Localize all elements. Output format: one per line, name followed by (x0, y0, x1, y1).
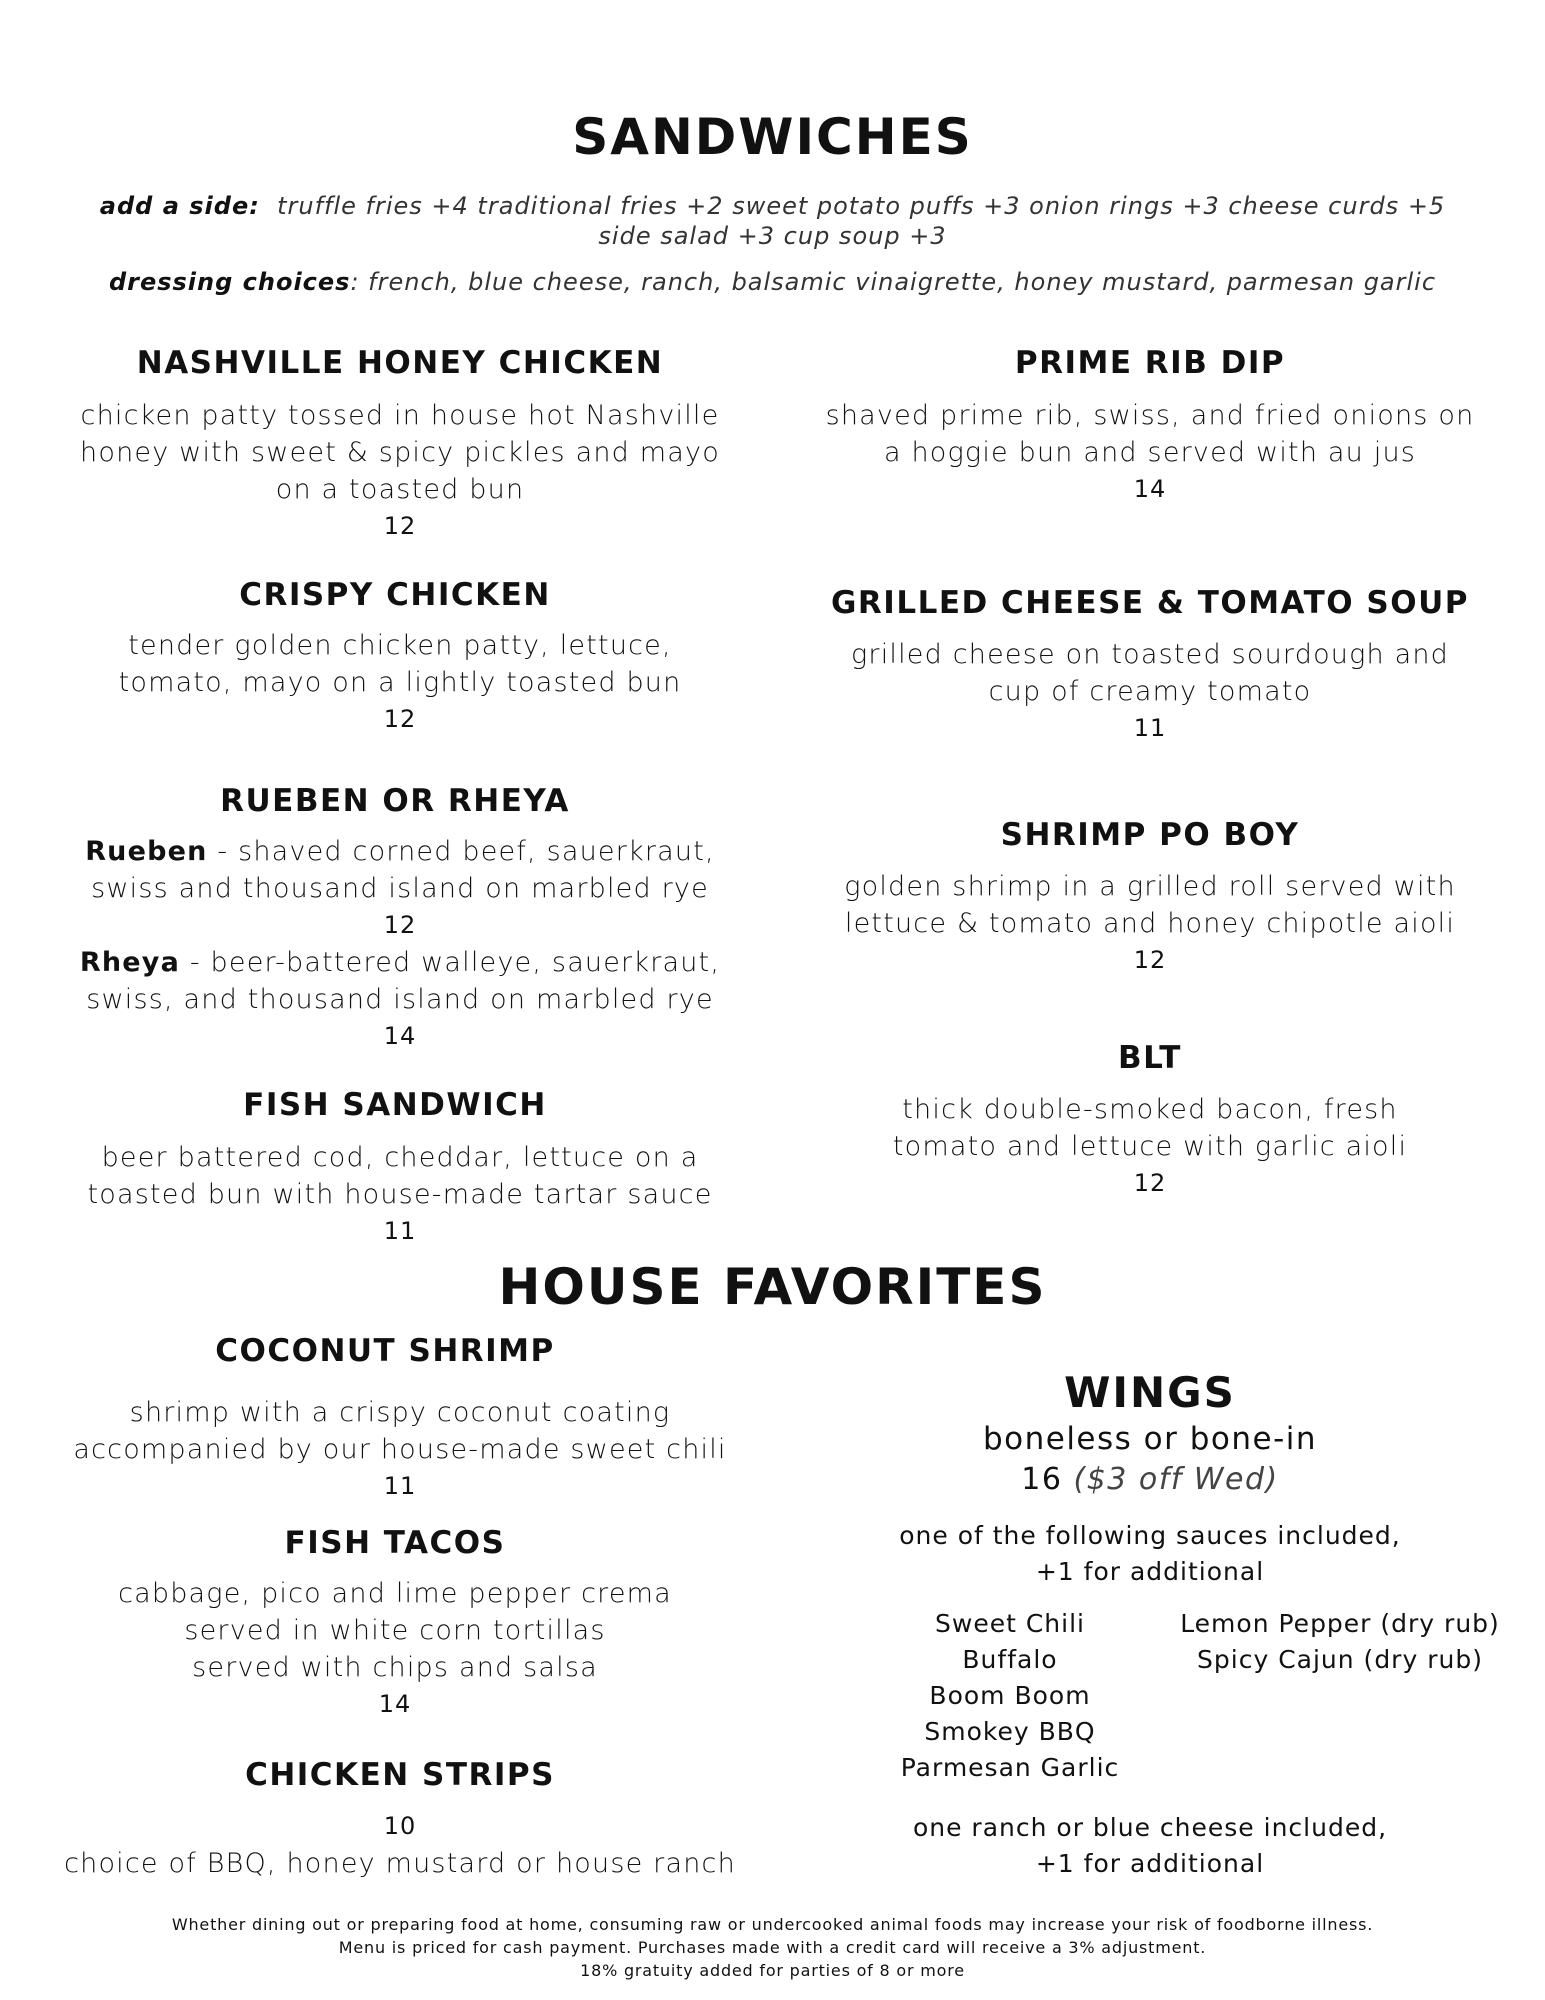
sauce-item: Parmesan Garlic (900, 1753, 1120, 1782)
sauce-item: Lemon Pepper (dry rub) (1180, 1609, 1500, 1638)
fish-sandwich-title: FISH SANDWICH (243, 1087, 547, 1123)
shrimp-po-boy-title: SHRIMP PO BOY (1000, 817, 1300, 853)
rheya-line1 (40, 944, 760, 981)
dip-note-line1: one ranch or blue cheese included, (912, 1813, 1388, 1842)
fish-sandwich-desc (40, 1139, 760, 1250)
sauce-item: Spicy Cajun (dry rub) (1197, 1645, 1483, 1674)
house-favorites-title: HOUSE FAVORITES (498, 1258, 1047, 1316)
crispy-title: CRISPY CHICKEN (239, 577, 551, 613)
rueben-line2: swiss and thousand island on marbled rye (91, 873, 709, 904)
dressing-text: : french, blue cheese, ranch, balsamic vinaigrette, honey mustard, parmesan garlic (350, 268, 1437, 296)
crispy-line1: tender golden chicken patty, lettuce, (128, 630, 672, 661)
sauce-item: Buffalo (962, 1645, 1058, 1674)
coconut-shrimp-desc (40, 1394, 760, 1505)
dip-note-line2: +1 for additional (1035, 1849, 1265, 1878)
blt-price: 12 (1133, 1169, 1167, 1197)
strips-price: 10 (383, 1812, 417, 1840)
tacos-price: 14 (378, 1690, 412, 1718)
sauce-note-line1: one of the following sauces included, (899, 1521, 1401, 1550)
grilled-price: 11 (1133, 714, 1167, 742)
sauce-item: Sweet Chili (935, 1609, 1085, 1638)
grilled-line1: grilled cheese on toasted sourdough and (850, 639, 1450, 670)
tacos-line2: served in white corn tortillas (184, 1615, 606, 1646)
prime-line2: a hoggie bun and served with au jus (883, 437, 1417, 468)
rueben-desc (40, 833, 760, 1055)
footer-disclaimer (0, 1913, 1545, 1982)
wings-price-line (790, 1462, 1510, 1497)
fish-line2: toasted bun with house-made tartar sauce (87, 1179, 713, 1210)
chicken-strips-title: CHICKEN STRIPS (245, 1757, 555, 1793)
strips-line1: choice of BBQ, honey mustard or house ranch (64, 1848, 736, 1879)
add-side-line-2: side salad +3 cup soup +3 (598, 222, 947, 250)
footer-line2: Menu is priced for cash payment. Purchases made with a credit card will receive a 3% adjustment. (338, 1938, 1207, 1957)
add-side-text: truffle fries +4 traditional fries +2 sweet potato puffs +3 onion rings +3 cheese curds +5 (277, 192, 1446, 220)
coconut-line2: accompanied by our house-made sweet chili (73, 1434, 727, 1465)
footer-line3: 18% gratuity added for parties of 8 or more (580, 1961, 965, 1980)
blt-title: BLT (1118, 1040, 1182, 1076)
chicken-strips-desc (40, 1808, 760, 1882)
wings-price-note: ($3 off Wed) (1073, 1462, 1279, 1497)
add-side-line (0, 192, 1545, 220)
prime-line1: shaved prime rib, swiss, and fried onions on (825, 400, 1475, 431)
rueben-price: 12 (383, 911, 417, 939)
crispy-desc (40, 627, 760, 738)
fish-tacos-title: FISH TACOS (284, 1525, 506, 1561)
rueben-line1 (40, 833, 760, 870)
rheya-price: 14 (383, 1022, 417, 1050)
prime-rib-desc (790, 397, 1510, 508)
dressing-label: dressing choices (108, 268, 351, 296)
wings-dip-note (790, 1810, 1510, 1882)
nashville-line3: on a toasted bun (275, 474, 525, 505)
nashville-line1: chicken patty tossed in house hot Nashville (80, 400, 720, 431)
nashville-price: 12 (383, 512, 417, 540)
crispy-line2: tomato, mayo on a lightly toasted bun (118, 667, 682, 698)
wings-sauces-left (860, 1606, 1160, 1786)
coconut-price: 11 (383, 1472, 417, 1500)
footer-line1: Whether dining out or preparing food at home, consuming raw or undercooked animal foods may increase your risk of foodborne illness. (171, 1915, 1374, 1934)
tacos-line1: cabbage, pico and lime pepper crema (118, 1578, 672, 1609)
coconut-shrimp-title: COCONUT SHRIMP (215, 1333, 555, 1369)
dressing-line (0, 268, 1545, 296)
coconut-line1: shrimp with a crispy coconut coating (129, 1397, 671, 1428)
rheya-label: Rheya (79, 947, 181, 978)
nashville-desc (40, 397, 760, 545)
crispy-price: 12 (383, 705, 417, 733)
grilled-line2: cup of creamy tomato (988, 676, 1312, 707)
sauce-item: Smokey BBQ (924, 1717, 1096, 1746)
shrimp-line2: lettuce & tomato and honey chipotle aioli (844, 908, 1456, 939)
add-side-label: add a side: (99, 192, 260, 220)
wings-price: 16 (1021, 1462, 1063, 1497)
wings-sauce-note (790, 1518, 1510, 1590)
rheya-line2: swiss, and thousand island on marbled rye (86, 984, 714, 1015)
shrimp-po-boy-desc (790, 868, 1510, 979)
rueben-text1: - shaved corned beef, sauerkraut, (207, 836, 715, 867)
blt-line2: tomato and lettuce with garlic aioli (892, 1131, 1408, 1162)
fish-tacos-desc (40, 1575, 750, 1723)
prime-price: 14 (1133, 475, 1167, 503)
sandwiches-title: SANDWICHES (572, 108, 973, 166)
nashville-line2: honey with sweet & spicy pickles and mayo (80, 437, 720, 468)
shrimp-price: 12 (1133, 946, 1167, 974)
tacos-line3: served with chips and salsa (192, 1652, 598, 1683)
wings-sauces-right (1155, 1606, 1525, 1678)
shrimp-line1: golden shrimp in a grilled roll served with (844, 871, 1456, 902)
fish-line1: beer battered cod, cheddar, lettuce on a (101, 1142, 699, 1173)
nashville-title: NASHVILLE HONEY CHICKEN (136, 345, 664, 381)
prime-rib-title: PRIME RIB DIP (1014, 345, 1286, 381)
grilled-cheese-title: GRILLED CHEESE & TOMATO SOUP (830, 585, 1470, 621)
fish-price: 11 (383, 1217, 417, 1245)
grilled-cheese-desc (790, 636, 1510, 747)
sauce-item: Boom Boom (929, 1681, 1091, 1710)
rheya-text1: - beer-battered walleye, sauerkraut, (180, 947, 721, 978)
wings-title: WINGS (1064, 1368, 1236, 1417)
sauce-note-line2: +1 for additional (1035, 1557, 1265, 1586)
rueben-title: RUEBEN OR RHEYA (220, 783, 570, 819)
wings-subtitle: boneless or bone-in (982, 1421, 1318, 1457)
blt-line1: thick double-smoked bacon, fresh (902, 1094, 1398, 1125)
rueben-label: Rueben (85, 836, 208, 867)
blt-desc (790, 1091, 1510, 1202)
